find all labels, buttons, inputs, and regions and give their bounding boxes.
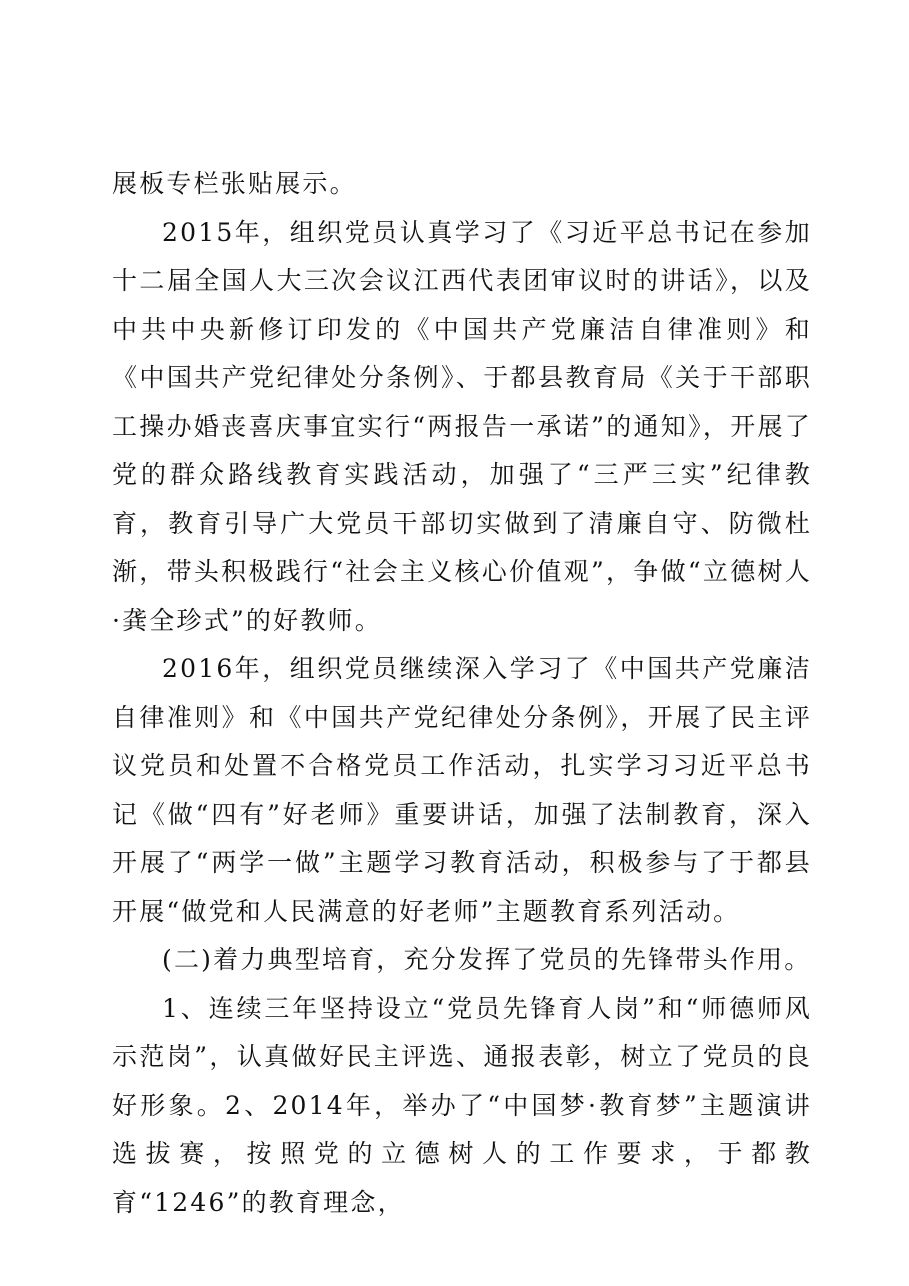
paragraph-2016: 2016年，组织党员继续深入学习了《中国共产党廉洁自律准则》和《中国共产党纪律处分条例》，开展了民主评议党员和处置不合格党员工作活动，扎实学习习近平总书记《做“四有”好老师》重要讲话，加强了法制教育，深入开展了“两学一做”主题学习教育活动，积极参与了于都县开展“做党和人民满意的好老师”主题教育系列活动。 [112,654,812,926]
paragraph-exemplar: 1、连续三年坚持设立“党员先锋育人岗”和“师德师风示范岗”，认真做好民主评选、通报表彰，树立了党员的良好形象。2、2014年，举办了“中国梦·教育梦”主题演讲选拔赛，按照党的立德树人的工作要求，于都教育“1246”的教育理念， [112,993,812,1217]
section-heading-2: (二)着力典型培育，充分发挥了党员的先锋带头作用。 [162,945,812,974]
paragraph-2015: 2015年，组织党员认真学习了《习近平总书记在参加十二届全国人大三次会议江西代表团审议时的讲话》，以及中共中央新修订印发的《中国共产党廉洁自律准则》和《中国共产党纪律处分条例》、于都县教育局《关于干部职工操办婚丧喜庆事宜实行“两报告一承诺”的通知》，开展了党的群众路线教育实践活动，加强了“三严三实”纪律教育，教育引导广大党员干部切实做到了清廉自守、防微杜渐，带头积极践行“社会主义核心价值观”，争做“立德树人·龚全珍式”的好教师。 [112,217,812,635]
document-body [112,160,812,1227]
paragraph-continuation: 展板专栏张贴展示。 [112,169,357,198]
